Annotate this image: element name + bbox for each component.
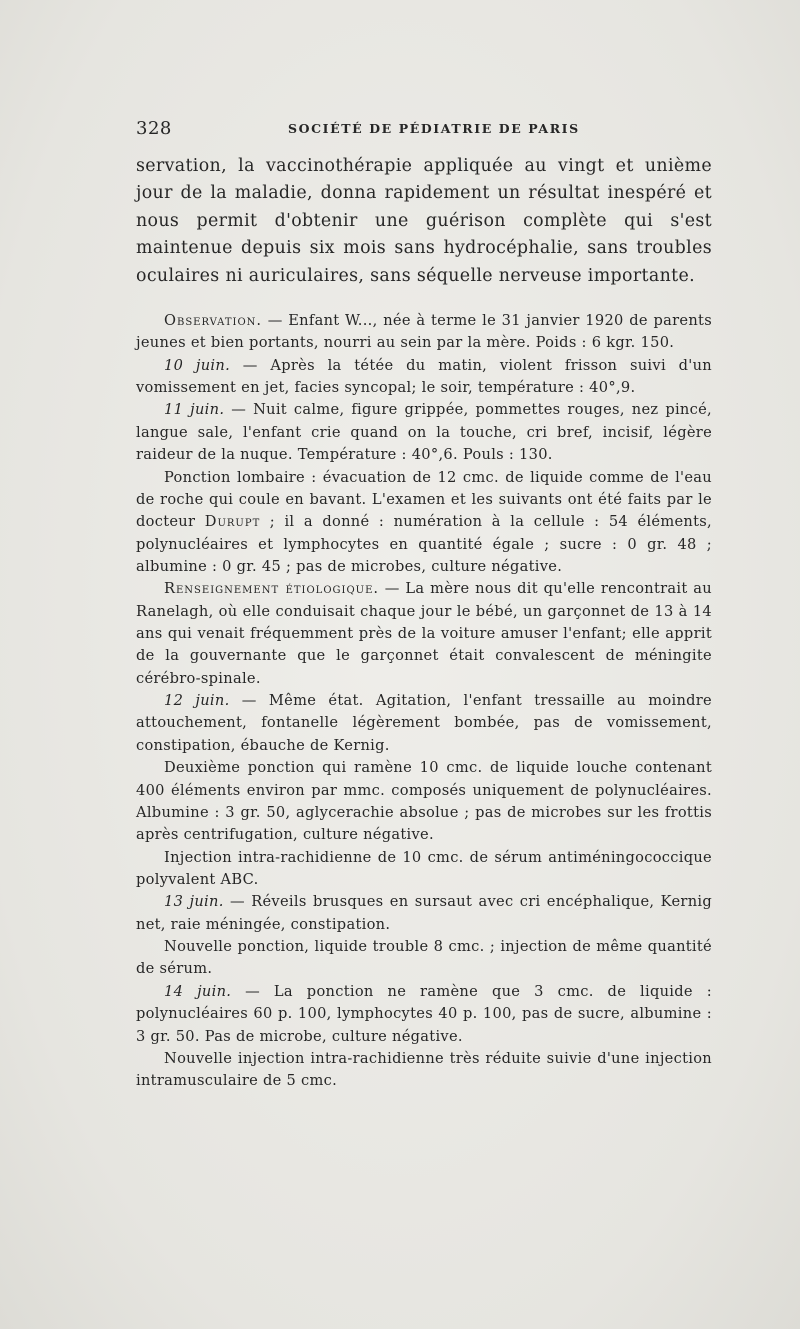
second-injection-paragraph: Nouvelle injection intra-rachidienne très réduite suivie d'une injection intramusculaire de 5 cmc. — [136, 1049, 712, 1090]
entry-june-14 — [136, 981, 712, 1048]
text-june-13: — Réveils brusques en sursaut avec cri encéphalique, Kernig net, raie méningée, constipation. — [136, 893, 712, 933]
running-title: SOCIÉTÉ DE PÉDIATRIE DE PARIS — [288, 121, 580, 136]
entry-june-13 — [136, 891, 712, 936]
lumbar-puncture-paragraph — [136, 467, 712, 579]
observation-intro-text: — Enfant W..., née à terme le 31 janvier 1920 de parents jeunes et bien portants, nourri au sein par la mère. Poids : 6 kgr. 150. — [136, 312, 712, 352]
etiology-paragraph — [136, 578, 712, 690]
doctor-name: Durupt — [204, 513, 261, 531]
date-june-12: 12 juin. — [164, 692, 230, 710]
date-june-10: 10 juin. — [164, 356, 231, 374]
date-june-14: 14 juin. — [164, 982, 232, 1000]
date-june-11: 11 juin. — [164, 401, 225, 419]
observation-label: Observation. — [164, 312, 263, 329]
date-june-13: 13 juin. — [164, 893, 224, 911]
page-number: 328 — [136, 118, 172, 139]
third-puncture-paragraph: Nouvelle ponction, liquide trouble 8 cmc. ; injection de même quantité de sérum. — [136, 938, 712, 978]
intro-text-block — [136, 153, 712, 290]
text-june-10: — Après la tétée du matin, violent frisson suivi d'un vomissement en jet, facies syncopal; le soir, température : 40°,9. — [136, 356, 712, 397]
intro-paragraph: servation, la vaccinothérapie appliquée au vingt et unième jour de la maladie, donna rapidement un résultat inespéré et nous permit d'obtenir une guérison complète qui s'est maintenue depuis six mois sans hydrocéphalie, sans troubles oculaires ni auriculaires, sans séquelle nerveuse importante. — [136, 156, 712, 286]
entry-june-10 — [136, 355, 712, 400]
entry-june-12 — [136, 690, 712, 757]
text-june-11: — Nuit calme, figure grippée, pommettes rouges, nez pincé, langue sale, l'enfant crie quand on la touche, cri bref, incisif, légère raideur de la nuque. Température : 40°,6. Pouls : 130. — [136, 401, 712, 464]
text-june-14: — La ponction ne ramène que 3 cmc. de liquide : polynucléaires 60 p. 100, lymphocytes 40 p. 100, pas de sucre, albumine : 3 gr. 50. Pas de microbe, culture négative. — [136, 982, 712, 1045]
observation-intro — [136, 310, 712, 355]
first-injection-paragraph: Injection intra-rachidienne de 10 cmc. de sérum antiméningococcique polyvalent ABC. — [136, 848, 712, 888]
entry-june-11 — [136, 399, 712, 466]
page-header — [136, 118, 712, 142]
second-puncture-paragraph: Deuxième ponction qui ramène 10 cmc. de liquide louche contenant 400 éléments environ par mmc. composés uniquement de polynucléaires. Albumine : 3 gr. 50, aglycerachie absolue ; pas de microbes sur les frottis après centrifugation, culture négative. — [136, 759, 712, 844]
lumbar-text-before: Ponction lombaire : évacuation de 12 cmc. de liquide comme de l'eau de roche qui coule en bavant. L'examen et les suivants ont été faits par le docteur — [136, 468, 712, 531]
etiology-label: Renseignement étiologique. — [164, 580, 380, 598]
etiology-text: — La mère nous dit qu'elle rencontrait au Ranelagh, où elle conduisait chaque jour le bébé, un garçonnet de 13 à 14 ans qui venait fréquemment près de la voiture amuser l'enfant; elle apprit de la gouvernante que le garçonnet était convalescent de méningite cérébro-spinale. — [136, 580, 712, 687]
observation-block — [136, 310, 712, 1093]
text-june-12: — Même état. Agitation, l'enfant tressaille au moindre attouchement, fontanelle légèrement bombée, pas de vomissement, constipation, ébauche de Kernig. — [136, 692, 712, 754]
lumbar-text-after: ; il a donné : numération à la cellule : 54 éléments, polynucléaires et lymphocytes en quantité égale ; sucre : 0 gr. 48 ; albumine : 0 gr. 45 ; pas de microbes, culture négative. — [136, 513, 712, 575]
